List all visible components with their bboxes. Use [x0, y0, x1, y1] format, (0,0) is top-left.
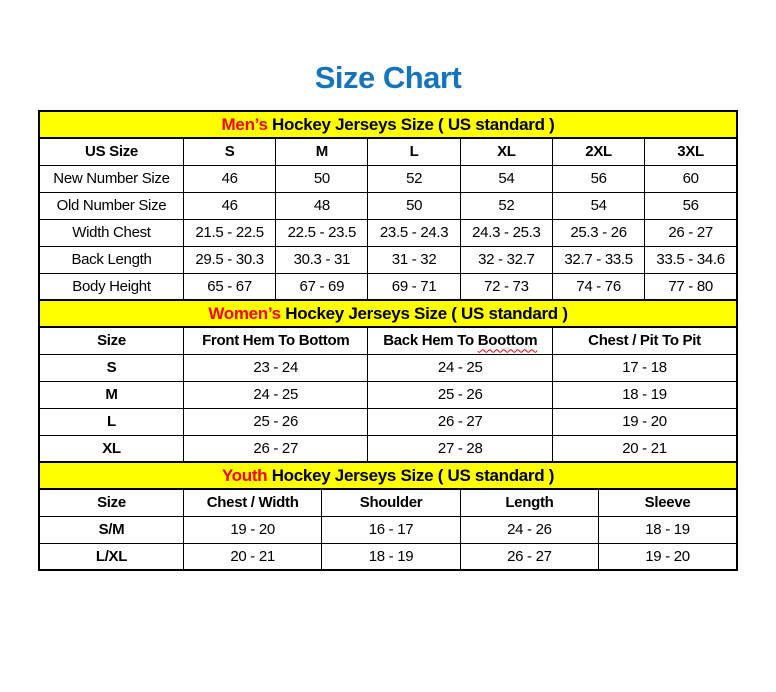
table-cell: 67 - 69 — [276, 273, 368, 300]
column-header: Front Hem To Bottom — [183, 327, 368, 354]
table-cell: 19 - 20 — [183, 516, 321, 543]
table-cell: 20 - 21 — [183, 543, 321, 570]
column-header: Length — [460, 489, 598, 516]
column-header: S — [183, 138, 275, 165]
table-row — [39, 543, 737, 570]
youth-size-table — [38, 461, 738, 571]
womens-column-header-row — [39, 327, 737, 354]
table-cell: 52 — [460, 192, 552, 219]
column-header: Size — [39, 489, 183, 516]
mens-section-title-rest: Hockey Jerseys Size ( US standard ) — [267, 114, 555, 134]
column-header: Size — [39, 327, 183, 354]
column-header: 2XL — [552, 138, 644, 165]
row-label: L/XL — [39, 543, 183, 570]
table-cell: 48 — [276, 192, 368, 219]
table-cell: 54 — [552, 192, 644, 219]
table-cell: 21.5 - 22.5 — [183, 219, 275, 246]
table-cell: 60 — [645, 165, 737, 192]
row-label: S — [39, 354, 183, 381]
table-cell: 24.3 - 25.3 — [460, 219, 552, 246]
table-cell: 25 - 26 — [368, 381, 553, 408]
youth-section-title — [39, 462, 737, 489]
table-cell: 26 - 27 — [183, 435, 368, 462]
table-cell: 29.5 - 30.3 — [183, 246, 275, 273]
row-label: Body Height — [39, 273, 183, 300]
row-label: M — [39, 381, 183, 408]
youth-column-header-row — [39, 489, 737, 516]
table-cell: 24 - 25 — [183, 381, 368, 408]
table-cell: 32 - 32.7 — [460, 246, 552, 273]
table-cell: 26 - 27 — [368, 408, 553, 435]
back-hem-prefix: Back Hem To — [383, 332, 478, 350]
column-header: M — [276, 138, 368, 165]
table-cell: 46 — [183, 165, 275, 192]
table-row — [39, 246, 737, 273]
table-cell: 50 — [368, 192, 460, 219]
table-cell: 30.3 - 31 — [276, 246, 368, 273]
youth-section-header-row — [39, 462, 737, 489]
table-row — [39, 273, 737, 300]
table-cell: 32.7 - 33.5 — [552, 246, 644, 273]
row-label: S/M — [39, 516, 183, 543]
table-cell: 50 — [276, 165, 368, 192]
table-cell: 33.5 - 34.6 — [645, 246, 737, 273]
table-cell: 20 - 21 — [552, 435, 737, 462]
table-cell: 77 - 80 — [645, 273, 737, 300]
table-row — [39, 165, 737, 192]
row-label: L — [39, 408, 183, 435]
mens-column-header-row — [39, 138, 737, 165]
table-cell: 18 - 19 — [552, 381, 737, 408]
table-cell: 46 — [183, 192, 275, 219]
table-cell: 27 - 28 — [368, 435, 553, 462]
column-header: 3XL — [645, 138, 737, 165]
table-cell: 19 - 20 — [599, 543, 737, 570]
row-label: Width Chest — [39, 219, 183, 246]
mens-section-header-row — [39, 111, 737, 138]
womens-section-title — [39, 300, 737, 327]
table-cell: 23.5 - 24.3 — [368, 219, 460, 246]
table-cell: 69 - 71 — [368, 273, 460, 300]
table-cell: 24 - 25 — [368, 354, 553, 381]
column-header-back-hem — [368, 327, 553, 354]
back-hem-misspelled-word: Boottom — [477, 332, 538, 350]
column-header: XL — [460, 138, 552, 165]
row-label: XL — [39, 435, 183, 462]
youth-section-title-rest: Hockey Jerseys Size ( US standard ) — [267, 465, 555, 485]
column-header: US Size — [39, 138, 183, 165]
table-cell: 31 - 32 — [368, 246, 460, 273]
column-header: L — [368, 138, 460, 165]
table-cell: 18 - 19 — [322, 543, 460, 570]
table-cell: 22.5 - 23.5 — [276, 219, 368, 246]
table-row — [39, 381, 737, 408]
womens-section-title-rest: Hockey Jerseys Size ( US standard ) — [280, 303, 568, 323]
size-tables-block — [0, 110, 776, 571]
womens-section-title-accent: Women’s — [208, 303, 281, 323]
table-cell: 16 - 17 — [322, 516, 460, 543]
page-title: Size Chart — [314, 60, 462, 95]
table-row — [39, 516, 737, 543]
womens-section-header-row — [39, 300, 737, 327]
row-label: Old Number Size — [39, 192, 183, 219]
table-cell: 74 - 76 — [552, 273, 644, 300]
table-cell: 26 - 27 — [645, 219, 737, 246]
column-header: Chest / Width — [183, 489, 321, 516]
table-cell: 23 - 24 — [183, 354, 368, 381]
table-cell: 17 - 18 — [552, 354, 737, 381]
mens-section-title-accent: Men’s — [221, 114, 268, 134]
table-cell: 25.3 - 26 — [552, 219, 644, 246]
table-row — [39, 219, 737, 246]
womens-size-table — [38, 299, 738, 463]
table-row — [39, 408, 737, 435]
row-label: New Number Size — [39, 165, 183, 192]
row-label: Back Length — [39, 246, 183, 273]
column-header: Chest / Pit To Pit — [552, 327, 737, 354]
column-header: Shoulder — [322, 489, 460, 516]
table-cell: 19 - 20 — [552, 408, 737, 435]
table-cell: 26 - 27 — [460, 543, 598, 570]
table-row — [39, 435, 737, 462]
table-cell: 72 - 73 — [460, 273, 552, 300]
table-cell: 52 — [368, 165, 460, 192]
table-cell: 24 - 26 — [460, 516, 598, 543]
column-header: Sleeve — [599, 489, 737, 516]
table-cell: 18 - 19 — [599, 516, 737, 543]
mens-section-title — [39, 111, 737, 138]
mens-size-table — [38, 110, 738, 301]
table-row — [39, 192, 737, 219]
table-cell: 65 - 67 — [183, 273, 275, 300]
table-row — [39, 354, 737, 381]
table-cell: 56 — [552, 165, 644, 192]
table-cell: 25 - 26 — [183, 408, 368, 435]
youth-section-title-accent: Youth — [221, 465, 268, 485]
table-cell: 54 — [460, 165, 552, 192]
table-cell: 56 — [645, 192, 737, 219]
